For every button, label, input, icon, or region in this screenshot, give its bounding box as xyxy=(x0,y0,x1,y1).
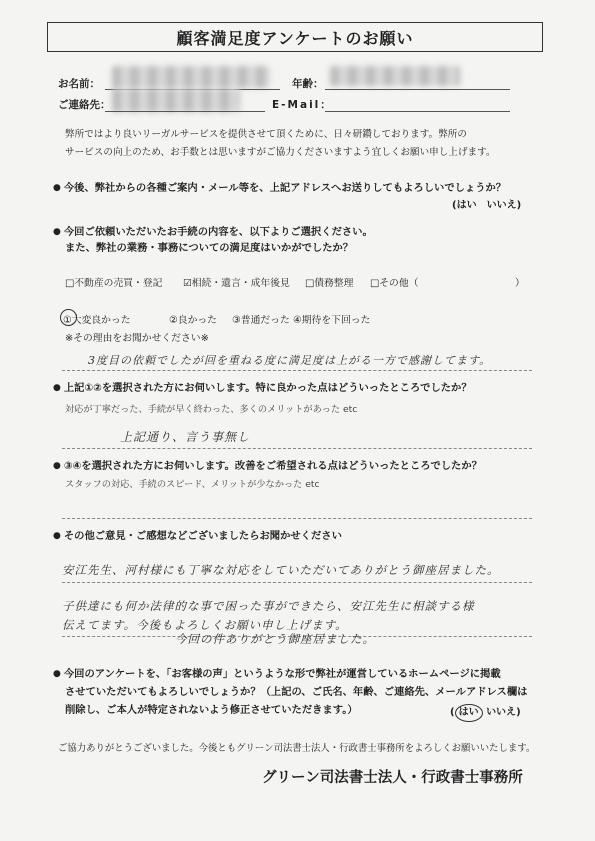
intro-line-1: 弊所ではより良いリーガルサービスを提供させて頂くために、日々研鑽しております。弊所の xyxy=(65,129,467,140)
question-publish-line-3: 削除し、ご本人が特定されないよう修正させていただきます。） xyxy=(65,704,358,716)
improvements-answer-line xyxy=(62,518,532,519)
question-service-type: ● 今回ご依頼いただいたお手続の内容を、以下よりご選択ください。 xyxy=(53,224,373,240)
rating-very-good: ①大変良かった xyxy=(63,315,131,326)
comment-handwritten-line-2: 子供達にも何か法律的な事で困った事ができたら、安江先生に相談する様 xyxy=(62,599,475,613)
publish-answer-no: いいえ xyxy=(486,707,517,718)
reason-prompt: ※その理由をお聞かせください※ xyxy=(65,333,209,344)
contact-redaction xyxy=(112,88,240,112)
question-publish: ● 今回のアンケートを、「お客様の声」というような形で弊社が運営しているホームページに掲載 xyxy=(53,666,501,682)
question-mail-answer: (はい いいえ) xyxy=(452,200,522,211)
reason-handwritten-answer: 3度目の依頼でしたが回を重ねる度に満足度は上がる一方で感謝してます。 xyxy=(88,354,492,367)
publish-answer: ( はい いいえ) xyxy=(450,704,521,722)
comment-handwritten-line-4: 今回の件ありがとう御座居ました。 xyxy=(175,632,375,646)
rating-normal: ③普通だった xyxy=(232,315,290,326)
age-redaction xyxy=(330,66,460,86)
comment-line-1 xyxy=(62,582,532,583)
email-line xyxy=(325,111,510,112)
good-points-answer-line xyxy=(62,448,532,449)
comment-handwritten-line-1: 安江先生、河村様にも丁寧な対応をしていただいてありがとう御座居ました。 xyxy=(62,563,500,577)
question-publish-line-2: させていただいてもよろしいでしょうか？（上記の、ご氏名、年齢、ご連絡先、メールアドレス欄は xyxy=(65,686,528,698)
improvements-hint: スタッフの対応、手続のスピード、メリットが少なかった etc xyxy=(65,479,320,490)
good-points-hint: 対応が丁寧だった、手続が早く終わった、多くのメリットがあった etc xyxy=(65,404,358,415)
publish-answer-yes-circled: はい xyxy=(455,704,483,722)
intro-line-2: サービスの向上のため、お手数とは思いますがご協力くださいますよう宜しくお願い申し上げます。 xyxy=(65,147,496,158)
question-satisfaction: また、弊社の業務・事務についての満足度はいかがでしたか？ xyxy=(65,242,354,254)
question-comments: ● その他ご意見・ご感想などございましたらお聞かせください xyxy=(53,528,342,544)
option-other-close: ） xyxy=(515,278,525,289)
option-other: □その他（ xyxy=(370,278,419,289)
contact-line xyxy=(105,111,265,112)
footer-thanks: ご協力ありがとうございました。今後ともグリーン司法書士法人・行政書士事務所をよろしくお願いいたします。 xyxy=(58,743,536,754)
rating-good: ②良かった xyxy=(169,315,217,326)
question-mail: ● 今後、弊社からの各種ご案内・メール等を、上記アドレスへお送りしてもよろしいでしょうか？ xyxy=(53,180,506,196)
selected-rating-circle xyxy=(60,309,77,326)
contact-label: ご連絡先： xyxy=(58,99,111,111)
reason-answer-line xyxy=(62,370,532,371)
age-line xyxy=(325,89,510,90)
rating-below: ④期待を下回った xyxy=(293,315,371,326)
name-label: お名前： xyxy=(58,78,100,90)
comment-handwritten-line-3: 伝えてます。今後もよろしくお願い申し上げます。 xyxy=(62,618,348,632)
survey-title: 顧客満足度アンケートのお願い xyxy=(47,22,543,52)
firm-name: グリーン司法書士法人・行政書士事務所 xyxy=(262,770,523,786)
age-label: 年齢： xyxy=(292,78,324,90)
option-debt: □債務整理 xyxy=(305,278,354,289)
good-points-handwritten-answer: 上記通り、言う事無し xyxy=(120,430,251,444)
name-redaction xyxy=(112,66,270,88)
option-real-estate: □不動産の売買・登記 xyxy=(65,278,163,289)
question-good-points: ● 上記①②を選択された方にお伺いします。特に良かった点はどういったところでしたか？ xyxy=(53,380,472,396)
email-label: E-Mail： xyxy=(272,99,333,111)
option-inheritance: ☑相続・遺言・成年後見 xyxy=(183,278,290,289)
question-improvements: ● ③④を選択された方にお伺いします。改善をご希望される点はどういったところでしたか？ xyxy=(53,458,482,474)
